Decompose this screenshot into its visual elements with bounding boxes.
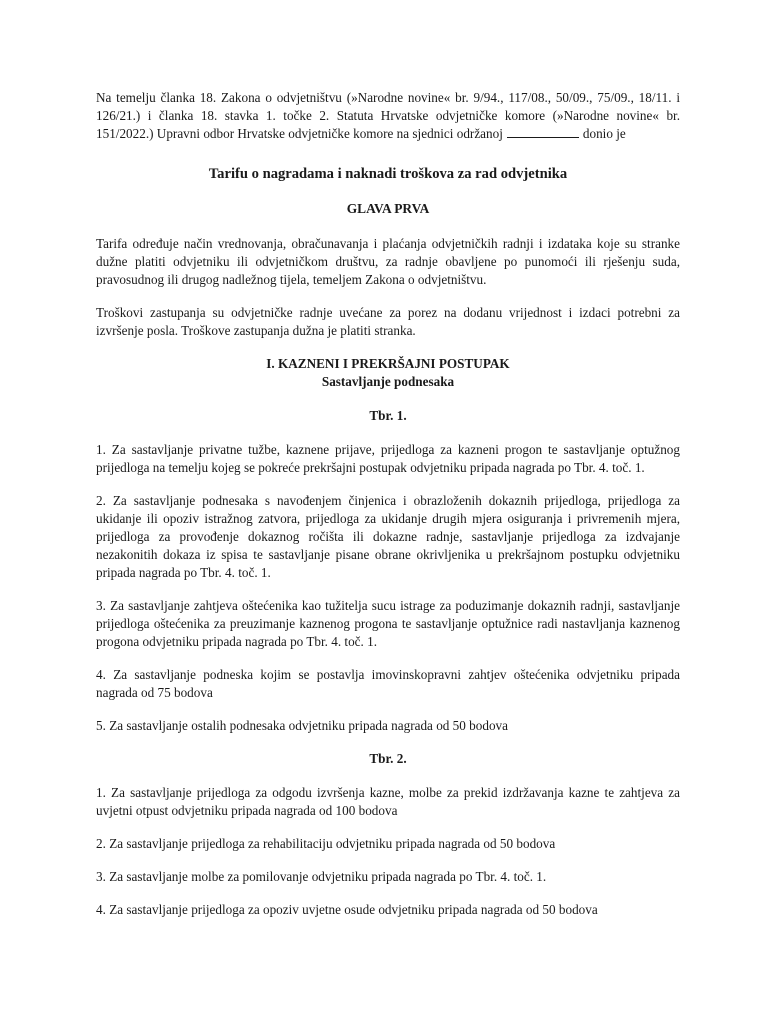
tariff-1-item: 4. Za sastavljanje podneska kojim se postavlja imovinskopravni zahtjev oštećenika odvjetniku pripada nagrada od 75 bodova (96, 667, 680, 700)
preamble-ending: donio je (582, 126, 626, 141)
tariff-1-item: 2. Za sastavljanje podnesaka s navođenjem činjenica i obrazloženih dokaznih prijedloga, prijedloga za ukidanje ili opoziv istražnog zatvora, prijedloga za ukidanje drugih mjera osiguranja i privremenih mjera, prijedloga za provođenje dokaznog ročišta ili dokazne radnje, sastavljanje prijedloga za izdvajanje nezakonitih dokaza iz spisa te sastavljanje pisane obrane okrivljenika u prekršajnom postupku odvjetniku pripada nagrada po Tbr. 4. toč. 1. (96, 493, 680, 580)
tariff-2-item: 1. Za sastavljanje prijedloga za odgodu izvršenja kazne, molbe za prekid izdržavanja kazne te zahtjeva za uvjetni otpust odvjetniku pripada nagrada od 100 bodova (96, 785, 680, 818)
meeting-date-blank (507, 126, 579, 138)
preamble-text: Na temelju članka 18. Zakona o odvjetništvu (»Narodne novine« br. 9/94., 117/08., 50/09., 75/09., 18/11. i 126/21.) i članka 18. stavka 1. točke 2. Statuta Hrvatske odvjetničke komore (»Narodne novine« br. 151/2022.) Upravni odbor Hrvatske odvjetničke komore na sjednici održanoj (96, 90, 680, 141)
general-paragraph-2: Troškovi zastupanja su odvjetničke radnje uvećane za porez na dodanu vrijednost i izdaci potrebni za izvršenje posla. Troškove zastupanja dužna je platiti stranka. (96, 305, 680, 338)
section-heading (96, 355, 680, 391)
tariff-2-item: 3. Za sastavljanje molbe za pomilovanje odvjetniku pripada nagrada po Tbr. 4. toč. 1. (96, 869, 547, 884)
chapter-heading: GLAVA PRVA (346, 201, 430, 216)
tariff-1-item: 1. Za sastavljanje privatne tužbe, kaznene prijave, prijedloga za kazneni progon te sastavljanje optužnog prijedloga na temelju kojeg se pokreće prekršajni postupak odvjetniku pripada nagrada po Tbr. 4. toč. 1. (96, 442, 680, 475)
document-title: Tarifu o nagradama i naknadi troškova za rad odvjetnika (208, 166, 568, 182)
tariff-2-item: 2. Za sastavljanje prijedloga za rehabilitaciju odvjetniku pripada nagrada od 50 bodova (96, 836, 556, 851)
tariff-1-item: 3. Za sastavljanje zahtjeva oštećenika kao tužitelja sucu istrage za poduzimanje dokaznih radnji, sastavljanje prijedloga oštećenika za preuzimanje kaznenog progona te sastavljanje optužnice radi nastavljanja kaznenog progona odvjetniku pripada nagrada po Tbr. 4. toč. 1. (96, 598, 680, 649)
section-title: I. KAZNENI I PREKRŠAJNI POSTUPAK (266, 356, 510, 371)
document-page (96, 89, 680, 934)
tariff-number-1: Tbr. 1. (369, 408, 407, 423)
tariff-1-item: 5. Za sastavljanje ostalih podnesaka odvjetniku pripada nagrada od 50 bodova (96, 718, 508, 733)
section-subtitle: Sastavljanje podnesaka (321, 374, 455, 389)
preamble (96, 89, 680, 143)
general-paragraph-1: Tarifa određuje način vrednovanja, obračunavanja i plaćanja odvjetničkih radnji i izdataka koje su stranke dužne platiti odvjetniku ili odvjetničkom društvu, za radnje obavljene po punomoći ili rješenju suda, pravosudnog ili drugog nadležnog tijela, temeljem Zakona o odvjetništvu. (96, 236, 680, 287)
tariff-number-2: Tbr. 2. (369, 751, 407, 766)
tariff-2-item: 4. Za sastavljanje prijedloga za opoziv uvjetne osude odvjetniku pripada nagrada od 50 bodova (96, 902, 598, 917)
